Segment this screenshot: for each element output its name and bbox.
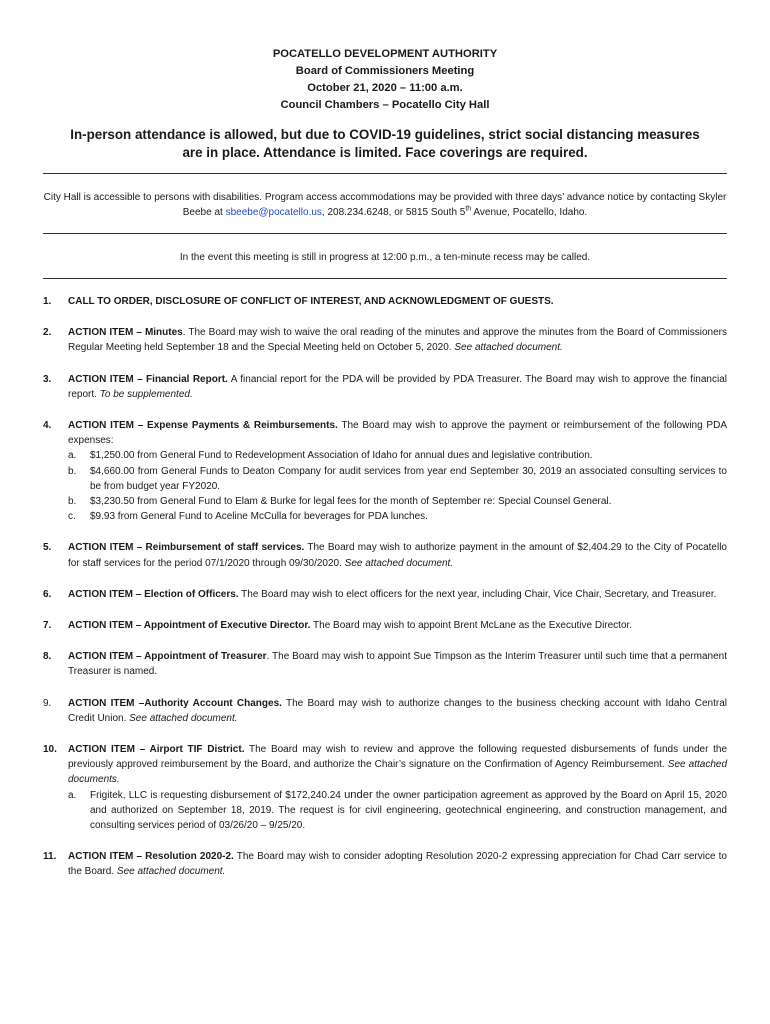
- item-number: 8.: [43, 651, 52, 663]
- covid-notice: In-person attendance is allowed, but due to COVID-19 guidelines, strict social distancing measures are in place. Attendance is limited. Face coverings are required.: [70, 127, 700, 160]
- meeting-date: October 21, 2020 – 11:00 a.m.: [307, 82, 463, 94]
- item-number: 11.: [43, 851, 57, 863]
- sub-item-word: under: [344, 788, 373, 801]
- item-number: 7.: [43, 620, 52, 632]
- divider: [43, 173, 727, 174]
- item-number: 3.: [43, 373, 52, 385]
- item-title: ACTION ITEM – Appointment of Treasurer: [68, 651, 267, 663]
- agenda-item-10: [43, 742, 727, 833]
- sub-item-text: [90, 788, 727, 834]
- sub-item-letter: a.: [68, 789, 77, 801]
- item-text: The Board may wish to appoint Brent McLane as the Executive Director.: [310, 620, 633, 632]
- agenda-item-4: [43, 418, 727, 524]
- item-text: The Board may wish to authorize changes to the business checking account with Idaho Central Credit Union.: [68, 697, 727, 724]
- accessibility-text-2: , 208.234.6248, or 5815 South 5: [321, 207, 466, 218]
- divider: [43, 233, 727, 234]
- sub-item-letter: a.: [68, 450, 77, 462]
- email-link[interactable]: sbeebe@pocatello.us: [225, 207, 322, 218]
- agenda-item-1: [43, 294, 727, 309]
- item-number: 10.: [43, 744, 57, 756]
- sub-item-list: [68, 788, 727, 834]
- sub-item: [68, 448, 727, 463]
- agenda-header: [43, 46, 727, 114]
- sub-item-letter: b.: [68, 496, 77, 508]
- agenda-item-9: [43, 696, 727, 726]
- item-number: 1.: [43, 296, 52, 307]
- item-title: ACTION ITEM – Reimbursement of staff services.: [68, 542, 305, 554]
- item-number: 5.: [43, 542, 52, 554]
- item-title: ACTION ITEM – Expense Payments & Reimbursements.: [68, 420, 338, 432]
- item-title: ACTION ITEM – Appointment of Executive Director.: [68, 620, 311, 632]
- sub-item: [68, 464, 727, 494]
- sub-item-list: [68, 448, 727, 524]
- agenda-item-3: [43, 372, 727, 402]
- item-title: ACTION ITEM – Minutes: [68, 327, 183, 339]
- item-text: A financial report for the PDA will be provided by PDA Treasurer. The Board may wish to approve the financial report.: [68, 373, 727, 400]
- sub-item: [68, 509, 727, 524]
- item-note: See attached document.: [129, 712, 238, 724]
- agenda-item-11: [43, 849, 727, 879]
- item-text: The Board may wish to consider adopting Resolution 2020-2 expressing appreciation for Chad Carr service to the Board.: [68, 851, 727, 878]
- divider: [43, 278, 727, 279]
- item-note: See attached document.: [344, 557, 454, 569]
- item-title: ACTION ITEM – Financial Report.: [68, 373, 228, 385]
- sub-item-text: $4,660.00 from General Funds to Deaton Company for audit services from year end September 30, 2019 an associated consulting services to be from budget year FY2020.: [90, 465, 727, 492]
- item-text: . The Board may wish to appoint Sue Timpson as the Interim Treasurer until such time that a permanent Treasurer is named.: [68, 651, 727, 678]
- org-name: POCATELLO DEVELOPMENT AUTHORITY: [272, 48, 498, 60]
- item-text: . The Board may wish to waive the oral reading of the minutes and approve the minutes from the Board of Commissioners Regular Meeting held September 18 and the Special Meeting held on October 5, 2020.: [68, 327, 727, 354]
- agenda-item-2: [43, 325, 727, 355]
- sub-item-text: $3,230.50 from General Fund to Elam & Burke for legal fees for the month of September re: Special Counsel General.: [90, 496, 612, 508]
- item-text: The Board may wish to review and approve the following requested disbursements of funds under the previously approved reimbursement by the Board, and authorize the Chair’s signature on the Confirmation of Agency Reimbursement.: [68, 744, 728, 771]
- item-title: CALL TO ORDER, DISCLOSURE OF CONFLICT OF INTEREST, AND ACKNOWLEDGMENT OF GUESTS.: [68, 296, 554, 307]
- item-number: 2.: [43, 327, 52, 339]
- item-title: ACTION ITEM –Authority Account Changes.: [68, 697, 282, 709]
- agenda-item-6: [43, 587, 727, 602]
- item-text: The Board may wish to elect officers for the next year, including Chair, Vice Chair, Secretary, and Treasurer.: [238, 588, 717, 600]
- item-text: The Board may wish to approve the payment or reimbursement of the following PDA expenses:: [68, 420, 727, 447]
- item-number: 9.: [43, 697, 52, 709]
- sub-item: [68, 494, 727, 509]
- accessibility-notice: [43, 190, 727, 220]
- accessibility-text: City Hall is accessible to persons with disabilities. Program access accommodations may be provided with three days’ advance notice by contacting Skyler Beebe at: [43, 192, 727, 218]
- meeting-location: Council Chambers – Pocatello City Hall: [280, 99, 490, 111]
- item-number: 4.: [43, 420, 52, 432]
- item-note: See attached document.: [116, 866, 226, 878]
- agenda-list: [43, 294, 727, 880]
- agenda-item-7: [43, 618, 727, 633]
- sub-item-text-2: the owner participation agreement as approved by the Board on April 15, 2020 and authorized on September 18, 2019. The request is for civil engineering, geotechnical engineering, and construction management, and consulting services period of 03/26/20 – 9/25/20.: [90, 789, 727, 832]
- item-text: The Board may wish to authorize payment in the amount of $2,404.29 to the City of Pocatello for staff services for the period 07/1/2020 through 09/30/2020.: [68, 542, 727, 569]
- superscript: th: [465, 205, 472, 213]
- agenda-item-5: [43, 540, 727, 570]
- item-note: See attached documents.: [68, 759, 728, 786]
- sub-item-text-1: Frigitek, LLC is requesting disbursement of $172,240.24: [90, 789, 345, 801]
- sub-item-text: $9.93 from General Fund to Aceline McCulla for beverages for PDA lunches.: [90, 511, 428, 523]
- item-number: 6.: [43, 588, 52, 600]
- item-title: ACTION ITEM – Election of Officers.: [68, 588, 239, 600]
- sub-item-letter: b.: [68, 465, 77, 477]
- meeting-name: Board of Commissioners Meeting: [295, 65, 475, 77]
- sub-item: [68, 788, 727, 834]
- item-title: ACTION ITEM – Airport TIF District.: [68, 744, 245, 756]
- recess-notice: In the event this meeting is still in progress at 12:00 p.m., a ten-minute recess may be called.: [179, 252, 591, 263]
- sub-item-text: $1,250.00 from General Fund to Redevelopment Association of Idaho for annual dues and legislative contribution.: [90, 450, 593, 462]
- item-title: ACTION ITEM – Resolution 2020-2.: [68, 851, 234, 863]
- item-note: See attached document.: [454, 342, 563, 354]
- sub-item-letter: c.: [68, 511, 76, 523]
- item-note: To be supplemented.: [99, 388, 193, 400]
- accessibility-text-3: Avenue, Pocatello, Idaho.: [471, 207, 588, 218]
- agenda-item-8: [43, 649, 727, 679]
